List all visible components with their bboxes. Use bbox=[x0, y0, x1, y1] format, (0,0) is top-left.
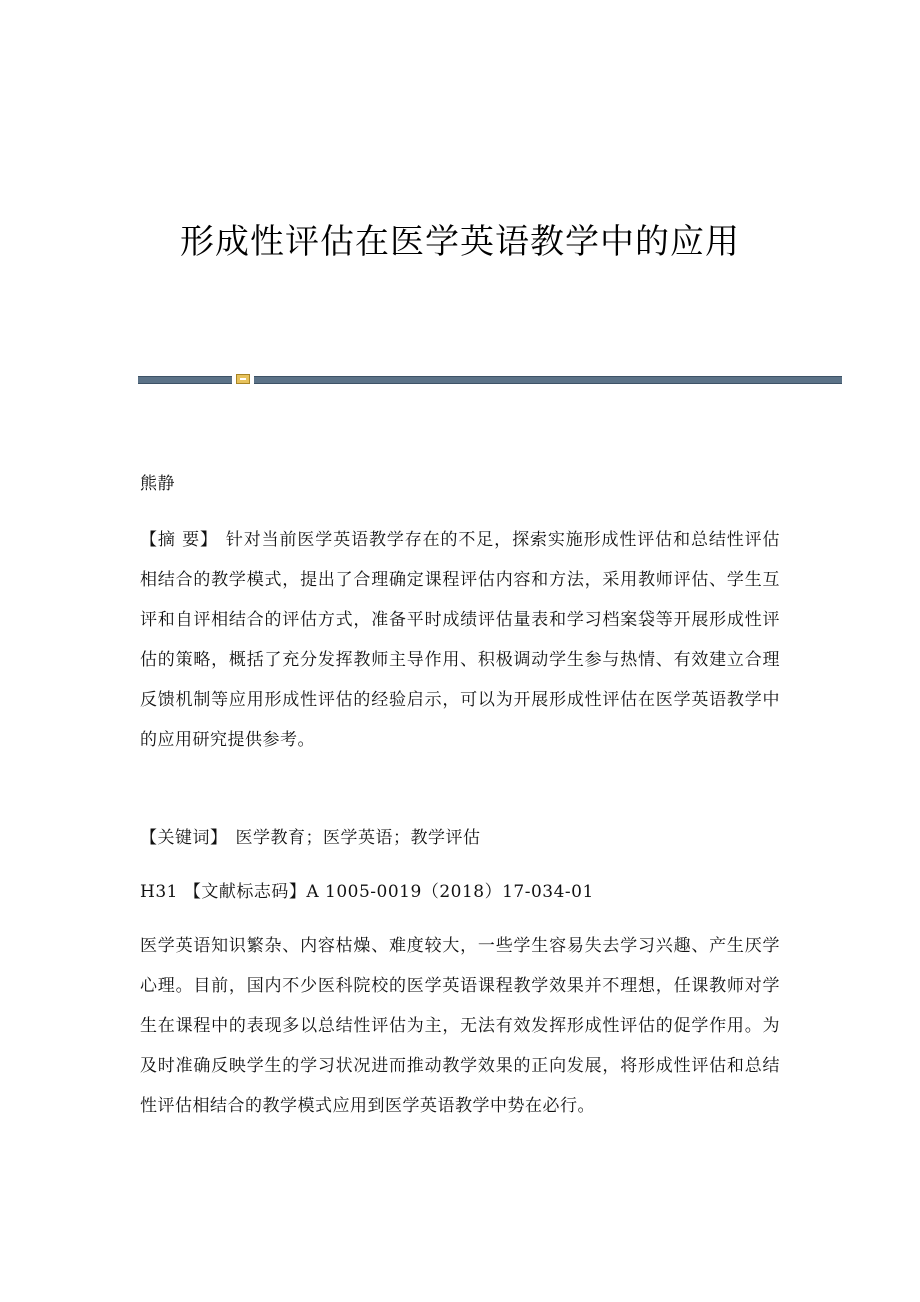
abstract bbox=[140, 520, 780, 760]
title-divider bbox=[138, 374, 842, 384]
abstract-label: 【摘 要】 bbox=[140, 530, 218, 550]
document-title: 形成性评估在医学英语教学中的应用 bbox=[180, 222, 740, 262]
abstract-text: 针对当前医学英语教学存在的不足，探索实施形成性评估和总结性评估相结合的教学模式，提出了合理确定课程评估内容和方法，采用教师评估、学生互评和自评相结合的评估方式，准备平时成绩评估量表和学习档案袋等开展形成性评估的策略，概括了充分发挥教师主导作用、积极调动学生参与热情、有效建立合理反馈机制等应用形成性评估的经验启示，可以为开展形成性评估在医学英语教学中的应用研究提供参考。 bbox=[140, 530, 781, 750]
divider-bar-left bbox=[138, 376, 232, 384]
divider-emblem-icon bbox=[236, 374, 250, 384]
divider-bar-right bbox=[254, 376, 842, 384]
keywords-text: 医学教育；医学英语；教学评估 bbox=[235, 828, 481, 848]
keywords bbox=[140, 818, 780, 858]
author-name: 熊静 bbox=[140, 474, 175, 494]
keywords-label: 【关键词】 bbox=[140, 828, 228, 848]
body-paragraph: 医学英语知识繁杂、内容枯燥、难度较大，一些学生容易失去学习兴趣、产生厌学心理。目前，国内不少医科院校的医学英语课程教学效果并不理想，任课教师对学生在课程中的表现多以总结性评估为主，无法有效发挥形成性评估的促学作用。为及时准确反映学生的学习状况进而推动教学效果的正向发展，将形成性评估和总结性评估相结合的教学模式应用到医学英语教学中势在必行。 bbox=[140, 936, 780, 1116]
classification-line: H31 【文献标志码】A 1005-0019（2018）17-034-01 bbox=[140, 882, 594, 902]
